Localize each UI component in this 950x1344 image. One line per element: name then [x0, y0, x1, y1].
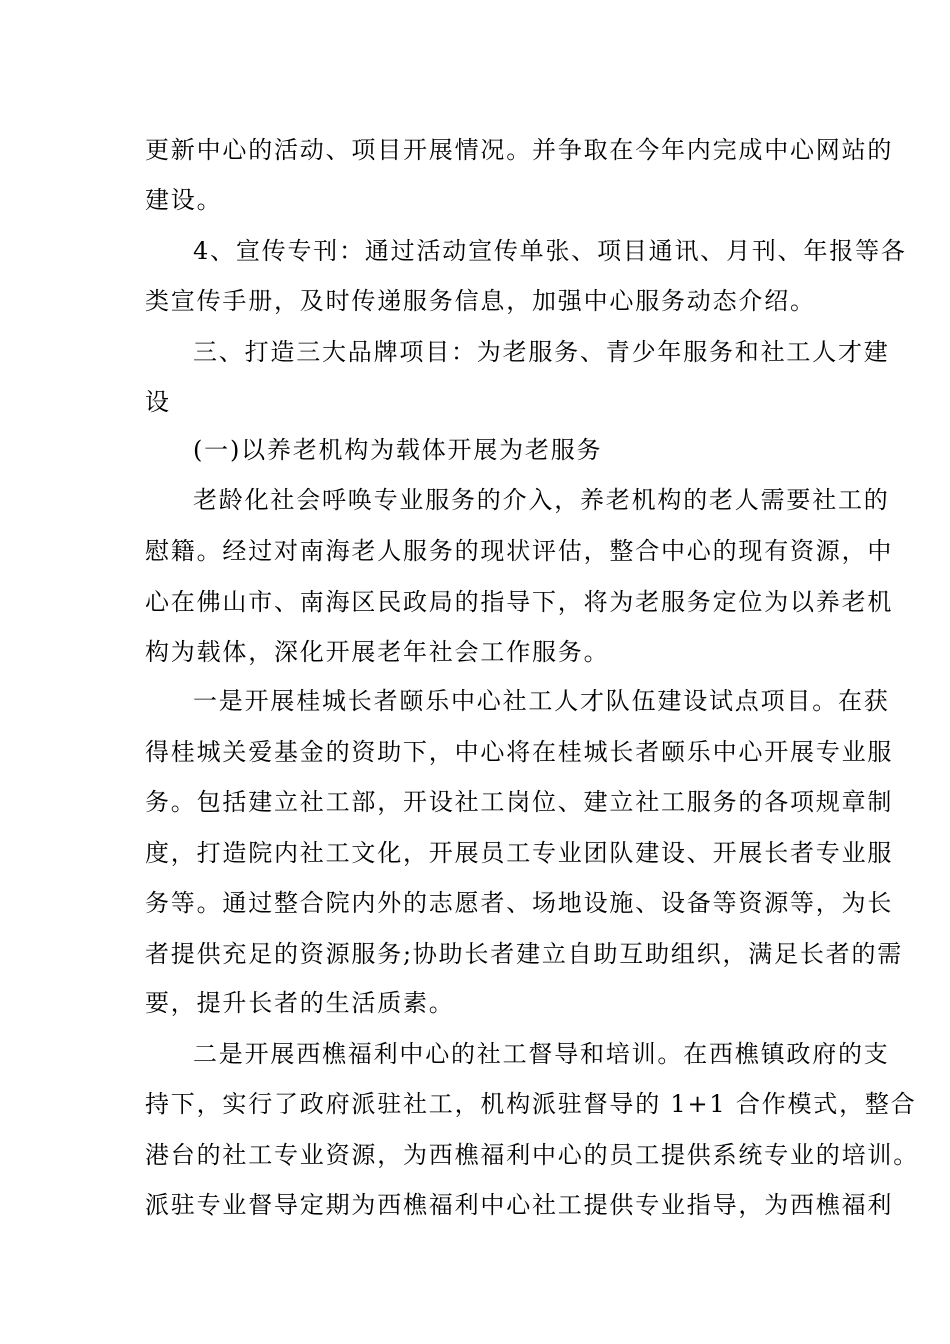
- text-line: 务。包括建立社工部，开设社工岗位、建立社工服务的各项规章制: [145, 788, 894, 816]
- text-line: 心在佛山市、南海区民政局的指导下，将为老服务定位为以养老机: [145, 588, 894, 616]
- text-line: 务等。通过整合院内外的志愿者、场地设施、设备等资源等，为长: [145, 889, 894, 917]
- text-line: 构为载体，深化开展老年社会工作服务。: [145, 638, 610, 666]
- text-line: 慰籍。经过对南海老人服务的现状评估，整合中心的现有资源，中: [145, 537, 894, 565]
- text-line: 要，提升长者的生活质素。: [145, 989, 455, 1017]
- text-line: 持下，实行了政府派驻社工，机构派驻督导的 1+1 合作模式，整合: [145, 1090, 917, 1118]
- text-line: 得桂城关爱基金的资助下，中心将在桂城长者颐乐中心开展专业服: [145, 738, 894, 766]
- text-line: 4、宣传专刊：通过活动宣传单张、项目通讯、月刊、年报等各: [193, 237, 907, 265]
- text-line: 度，打造院内社工文化，开展员工专业团队建设、开展长者专业服: [145, 839, 894, 867]
- text-line: 类宣传手册，及时传递服务信息，加强中心服务动态介绍。: [145, 287, 816, 315]
- text-line: 更新中心的活动、项目开展情况。并争取在今年内完成中心网站的: [145, 136, 894, 164]
- text-line: 三、打造三大品牌项目：为老服务、青少年服务和社工人才建: [193, 338, 890, 366]
- text-line: 者提供充足的资源服务;协助长者建立自助互助组织，满足长者的需: [145, 940, 904, 968]
- text-line: 二是开展西樵福利中心的社工督导和培训。在西樵镇政府的支: [193, 1040, 890, 1068]
- text-line: 老龄化社会呼唤专业服务的介入，养老机构的老人需要社工的: [193, 486, 890, 514]
- text-line: 建设。: [145, 186, 223, 214]
- text-line: 一是开展桂城长者颐乐中心社工人才队伍建设试点项目。在获: [193, 687, 890, 715]
- text-line: 设: [145, 388, 171, 416]
- text-line: 派驻专业督导定期为西樵福利中心社工提供专业指导，为西樵福利: [145, 1191, 894, 1219]
- text-line: 港台的社工专业资源，为西樵福利中心的员工提供系统专业的培训。: [145, 1141, 919, 1169]
- section-heading: (一)以养老机构为载体开展为老服务: [193, 436, 603, 464]
